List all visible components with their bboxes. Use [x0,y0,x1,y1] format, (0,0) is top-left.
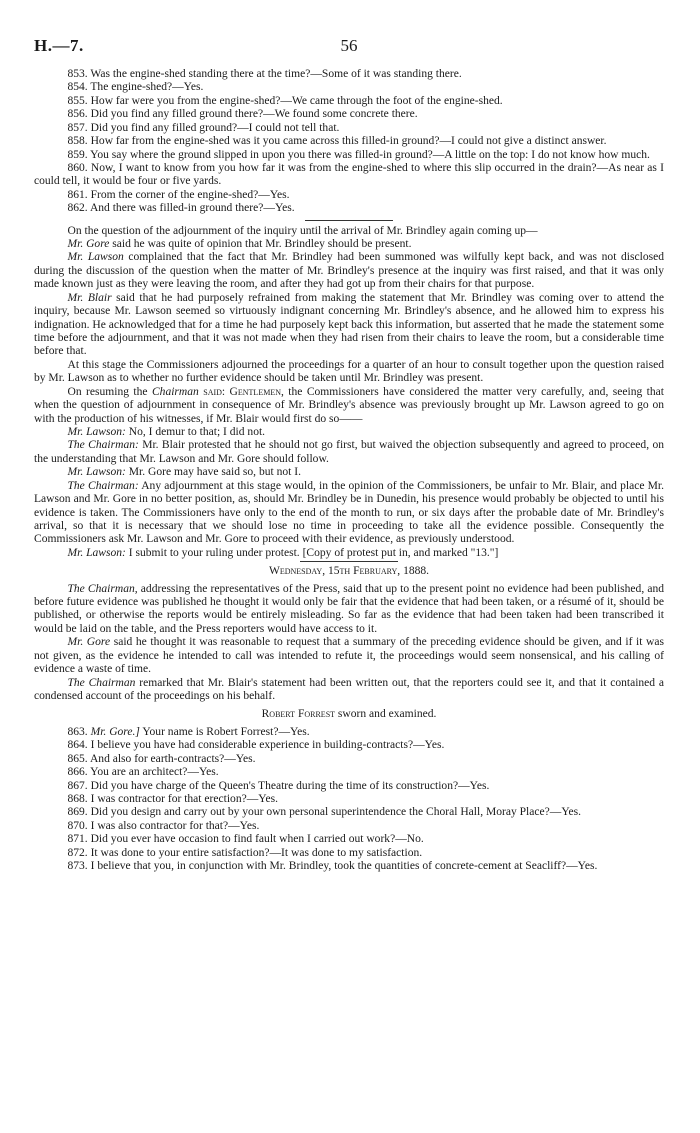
question-paragraph: 861. From the corner of the engine-shed?—Yes. [67,188,290,201]
question-paragraph [34,833,664,846]
paragraph-text: On the question of the adjournment of the inquiry until the arrival of Mr. Brindley again coming up— [67,224,538,237]
question-paragraph: 858. How far from the engine-shed was it you came across this filled-in ground?—I could not give a distinct answer. [67,135,607,148]
paragraph-text: said he thought it was reasonable to request that a summary of the preceding evidence should be given, and if it was not given, as the evidence he intended to call was intended to refute it, the proceedings would seem nonsensical, and his calling of evidence a waste of time. [34,636,664,676]
date-heading: Wednesday, 15th February, 1888. [268,565,430,578]
question-number: 864. [67,739,88,752]
page-header [34,36,664,60]
question-paragraph: 859. You say where the ground slipped in upon you there was filled-in ground?—A little on the top: I do not know how much. [67,148,650,161]
speaker: Chairman [151,385,199,398]
paragraph-text: Did you design and carry out by your own personal superintendence the Choral Hall, Moray Place?—Yes. [87,806,582,819]
section-divider [300,561,398,562]
speaker: Mr. Gore [67,238,110,251]
witness-heading [34,708,664,721]
paragraph-text: No, I demur to that; I did not. [125,425,266,438]
paragraph-text: I was contractor for that erection?—Yes. [87,792,278,805]
paragraph-text: I believe you have had considerable experience in building-contracts?—Yes. [87,739,445,752]
document-reference: H.—7. [34,36,84,55]
discussion-paragraph [34,238,664,251]
question-number: 870. [67,819,88,832]
speaker: Mr. Gore [67,636,111,649]
question-paragraph [34,753,664,766]
paragraph-text: said: Gentlemen [198,385,281,398]
paragraph-text: , the Commissioners have considered the matter very carefully, and, seeing that when the question of adjournment in consequence of Mr. Brindley's absence was previously brought up Mr. Lawson agreed to go on with the production of his witnesses, if Mr. Blair would first do so—— [34,385,664,425]
paragraph-text: I believe that you, in conjunction with Mr. Brindley, took the quantities of concrete-cement at Seacliff?—Yes. [87,860,598,873]
discussion-paragraph [34,292,664,359]
question-paragraph [34,766,664,779]
question-paragraph [34,847,664,860]
question-paragraph [34,739,664,752]
paragraph-text: And also for earth-contracts?—Yes. [87,752,256,765]
paragraph-text: Did you have charge of the Queen's Theatre during the time of its construction?—Yes. [87,779,490,792]
speaker: The Chairman: [67,439,139,452]
speaker: The Chairman [67,676,136,689]
question-number: 865. [67,752,88,765]
resuming-paragraph [34,386,664,426]
speaker: Mr. Blair [67,291,112,304]
question-paragraph: 860. Now, I want to know from you how far it was from the engine-shed to where this slip occurred in the drain?—As near as I could tell, it would be four or five yards. [34,161,664,188]
discussion-paragraph [34,547,664,560]
paragraph-text: On resuming the [67,385,152,398]
paragraph-text: Mr. Blair protested that he should not go first, but waived the objection subsequently and agreed to proceed, on the understanding that Mr. Lawson and Mr. Gore should follow. [34,439,664,465]
speaker: Mr. Lawson [67,251,124,264]
section-divider [305,220,393,221]
discussion-paragraph [34,466,664,479]
discussion-paragraph [34,251,664,291]
date-heading-wrap [34,560,664,562]
paragraph-text: addressing the representatives of the Press, said that up to the present point no evidence had been published, and before future evidence was published he thought it would only be fair that the evidence that had been taken, or a résumé of it, should be published, or otherwise the reports would be entirely misleading. So far as the evidence that had been taken had been transcribed it would be laid on the table, and the Press reporters would have access to it. [34,582,665,635]
question-paragraph: 862. And there was filled-in ground there?—Yes. [67,202,295,215]
question-paragraph [34,806,664,819]
paragraph-text: At this stage the Commissioners adjourned the proceedings for a quarter of an hour to consult together upon the question raised by Mr. Lawson as to whether no further evidence should be taken until Mr. Brindley was present. [34,358,664,385]
discussion-paragraph [34,636,664,676]
speaker: The Chairman: [67,479,139,492]
question-paragraph [34,780,664,793]
discussion-paragraph [34,677,664,704]
discussion-paragraph [34,426,664,439]
speaker: Mr. Lawson: [67,425,126,438]
question-paragraph [34,726,664,739]
question-paragraph: 854. The engine-shed?—Yes. [67,81,204,94]
paragraph-text: Any adjournment at this stage would, in the opinion of the Commissioners, be unfair to Mr. Blair, and place Mr. Lawson and Mr. Gore in no better position, as, should Mr. Brindley be in Dunedin, his presence would probably be objected to until his evidence is taken. The Commissioners have only to the end of the month to run, or six days after the probable date of Mr. Brindley's arrival, so that it is necessary that we should lose no time in proceeding to take all the evidence possible. Consequently the Commissioners ask Mr. Lawson and Mr. Gore to proceed with their evidence, as previously understood. [34,479,664,546]
question-paragraph [34,820,664,833]
question-number: 873. [67,860,88,873]
question-paragraph [34,860,664,873]
discussion-paragraph [34,439,664,466]
question-paragraph: 855. How far were you from the engine-shed?—We came through the foot of the engine-shed. [67,94,503,107]
discussion-paragraph [34,225,664,238]
speaker: Mr. Lawson: [67,466,126,479]
paragraph-text: Mr. Gore may have said so, but not I. [125,466,301,479]
question-number: 869. [67,806,88,819]
question-number: 867. [67,779,88,792]
question-number: 871. [67,833,88,846]
paragraph-text: said he was quite of opinion that Mr. Brindley should be present. [109,238,412,251]
speaker: Mr. Gore.] [90,725,140,738]
question-paragraph [34,793,664,806]
paragraph-text: complained that the fact that Mr. Brindley had been summoned was wilfully kept back, and was not disclosed during the discussion of the question when the matter of Mr. Brindley's presence at the inquiry was first raised, and that it was only made known just as they were leaving the room, and after they had got up from their chairs for that purpose. [34,251,665,291]
question-paragraph: 857. Did you find any filled ground?—I could not tell that. [67,121,340,134]
discussion-paragraph [34,583,664,637]
paragraph-text: You are an architect?—Yes. [87,766,219,779]
paragraph-text: Your name is Robert Forrest?—Yes. [139,725,310,738]
paragraph-text: It was done to your entire satisfaction?—It was done to my satisfaction. [87,846,423,859]
question-number: 872. [67,846,88,859]
question-paragraph: 856. Did you find any filled ground there?—We found some concrete there. [67,108,418,121]
speaker: Mr. Lawson: [67,546,126,559]
paragraph-text: I submit to your ruling under protest. [Copy of protest put in, and marked "13."] [125,546,499,559]
witness-name: Robert Forrest [261,708,336,721]
discussion-paragraph [34,480,664,547]
question-number: 866. [67,766,88,779]
document-body [34,68,664,873]
witness-heading-rest: sworn and examined. [335,708,437,721]
paragraph-text: said that he had purposely refrained from making the statement that Mr. Brindley was coming over to attend the inquiry, because Mr. Lawson seemed so virtuously indignant concerning Mr. Brindley's absence, and he allowed him to express his indignation. He acknowledged that for a time he had purposely kept back this information, but asserted that he made the statement some time before the adjournment, and that it was not made when they had risen from their chairs to leave the room, but a considerable time before that. [34,291,664,358]
page-number: 56 [340,36,358,55]
paragraph-text: remarked that Mr. Blair's statement had been written out, that the reporters could see it, and that it contained a condensed account of the proceedings on his behalf. [34,676,664,702]
question-number: 868. [67,792,88,805]
paragraph-text: Did you ever have occasion to find fault when I carried out work?—No. [87,833,424,846]
paragraph-text: I was also contractor for that?—Yes. [87,819,260,832]
speaker: The Chairman, [67,582,138,595]
discussion-paragraph [34,359,664,386]
date-heading-block [300,560,398,562]
question-paragraph: 853. Was the engine-shed standing there at the time?—Some of it was standing there. [67,68,462,80]
question-number: 863. [67,725,88,738]
